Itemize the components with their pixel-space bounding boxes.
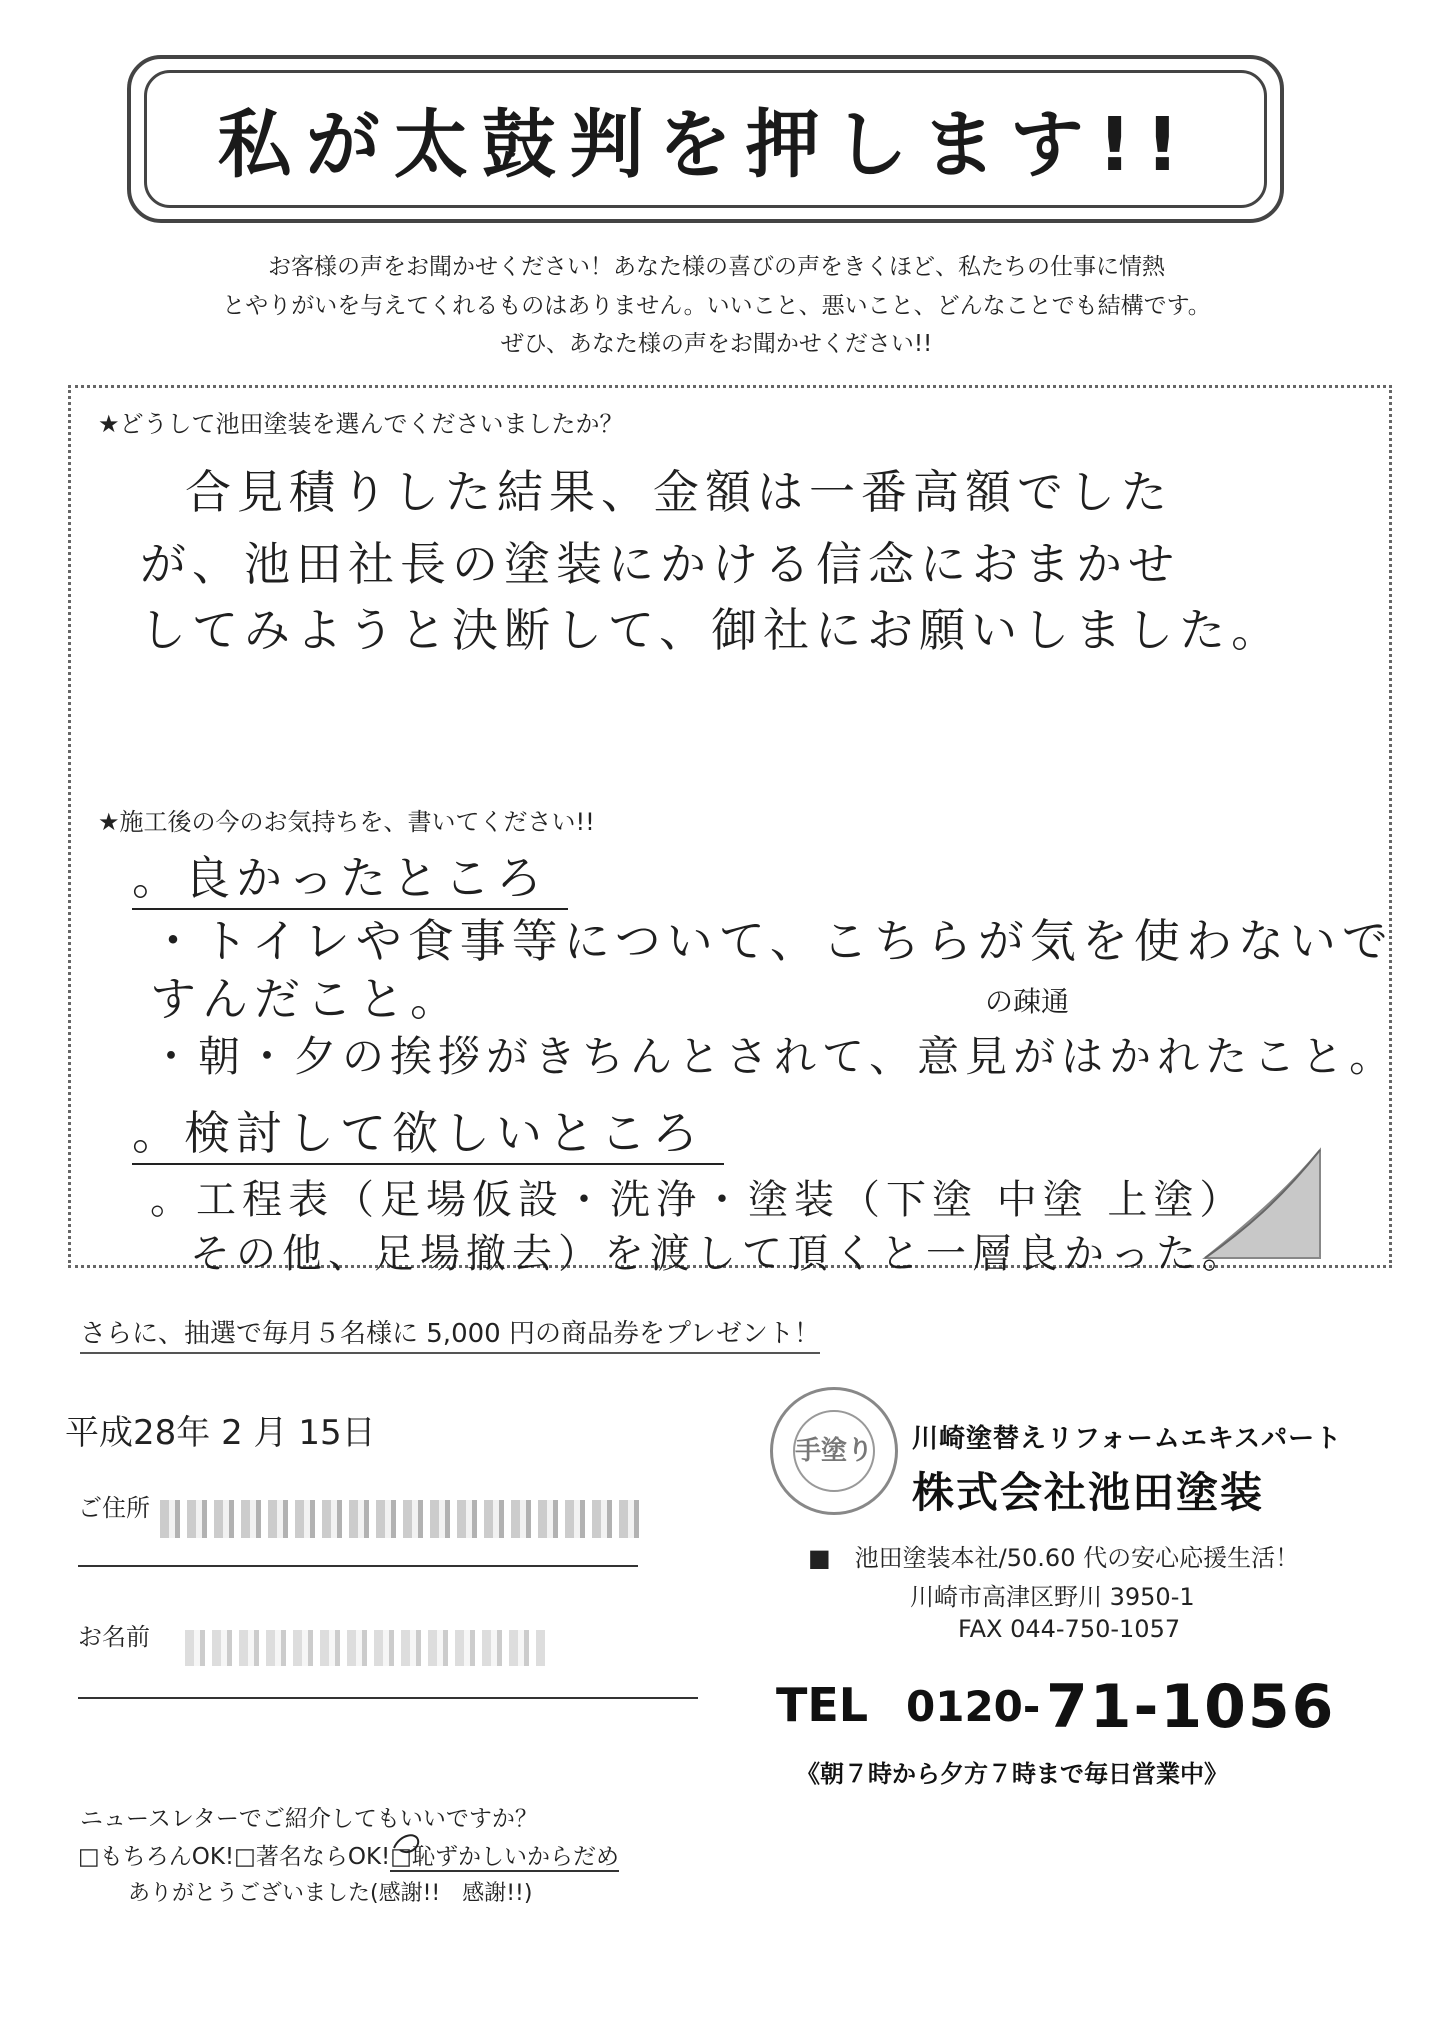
intro-line-3: ぜひ、あなた様の声をお聞かせください!! <box>500 331 933 357</box>
address-redacted <box>160 1500 640 1538</box>
date-day-suffix: 日 <box>341 1413 376 1453</box>
thanks-message: ありがとうございました(感謝!! 感謝!!) <box>128 1881 533 1906</box>
name-underline <box>78 1697 698 1699</box>
question-2: ★施工後の今のお気持ちを、書いてください!! <box>98 808 595 836</box>
question-1: ★どうして池田塗装を選んでくださいましたか？ <box>98 410 624 438</box>
business-hours: 《朝７時から夕方７時まで毎日営業中》 <box>796 1760 1228 1788</box>
title-banner <box>144 70 1267 208</box>
good-point-line-2: すんだこと。 <box>150 972 462 1026</box>
answer-1-line-1: 合見積りした結果、金額は一番高額でした <box>185 465 1173 519</box>
answer-1-line-2: が、池田社長の塗装にかける信念におまかせ <box>140 537 1180 591</box>
improvement-heading: 。検討して欲しいところ <box>132 1097 724 1165</box>
company-hq: ■ 池田塗装本社/50.60 代の安心応援生活！ <box>808 1544 1300 1572</box>
company-tagline: 川崎塗替えリフォームエキスパート <box>912 1424 1343 1454</box>
address-label: ご住所 <box>78 1494 150 1522</box>
good-point-line-1: ・トイレや食事等について、こちらが気を使わないで <box>150 914 1394 968</box>
good-point-line-3: ・朝・夕の挨拶がきちんとされて、意見がはかれたこと。 <box>150 1032 1398 1081</box>
newsletter-question: ニュースレターでご紹介してもいいですか？ <box>80 1806 538 1832</box>
handpaint-seal-logo <box>770 1387 898 1515</box>
option-check-mark <box>388 1826 428 1866</box>
date-month-suffix: 月 <box>253 1413 288 1453</box>
date-era: 平成 <box>65 1413 133 1453</box>
good-point-insertion: の疎通 <box>985 985 1070 1018</box>
newsletter-options <box>78 1838 619 1871</box>
name-redacted <box>185 1630 545 1666</box>
company-address: 川崎市高津区野川 3950-1 <box>910 1583 1195 1611</box>
improvement-line-1: 。工程表（足場仮設・洗浄・塗装（下塗 中塗 上塗） <box>150 1177 1246 1223</box>
tel-number: 71-1056 <box>1046 1672 1336 1742</box>
date-day: 15 <box>298 1413 342 1453</box>
newsletter-option-no[interactable]: □恥ずかしいからだめ <box>390 1844 620 1870</box>
improvement-line-2: その他、足場撤去）を渡して頂くと一層良かった。 <box>190 1231 1248 1277</box>
company-name: 株式会社池田塗装 <box>912 1468 1265 1517</box>
present-notice: さらに、抽選で毎月５名様に 5,000 円の商品券をプレゼント！ <box>80 1313 820 1354</box>
tel-prefix: 0120- <box>906 1682 1041 1731</box>
company-fax: FAX 044-750-1057 <box>958 1615 1181 1643</box>
date-year: 28 <box>133 1413 177 1453</box>
tel-label: TEL <box>776 1678 869 1732</box>
date-year-suffix: 年 <box>176 1413 211 1453</box>
intro-line-1: お客様の声をお聞かせください！あなた様の喜びの声をきくほど、私たちの仕事に情熱 <box>268 254 1165 280</box>
newsletter-option-signed[interactable]: □著名ならOK! <box>234 1844 391 1870</box>
seal-text: 手塗り <box>793 1410 875 1492</box>
page-title: 私が太鼓判を押します!! <box>217 102 1194 188</box>
date <box>65 1405 376 1454</box>
address-underline <box>78 1565 638 1567</box>
date-month: 2 <box>221 1413 243 1453</box>
good-points-heading: 。良かったところ <box>132 842 568 910</box>
answer-1-line-3: してみようと決断して、御社にお願いしました。 <box>140 603 1284 657</box>
name-label: お名前 <box>78 1623 150 1651</box>
newsletter-option-ok[interactable]: □もちろんOK! <box>78 1844 235 1870</box>
intro-line-2: とやりがいを与えてくれるものはありません。いいこと、悪いこと、どんなことでも結構です。 <box>222 293 1211 319</box>
